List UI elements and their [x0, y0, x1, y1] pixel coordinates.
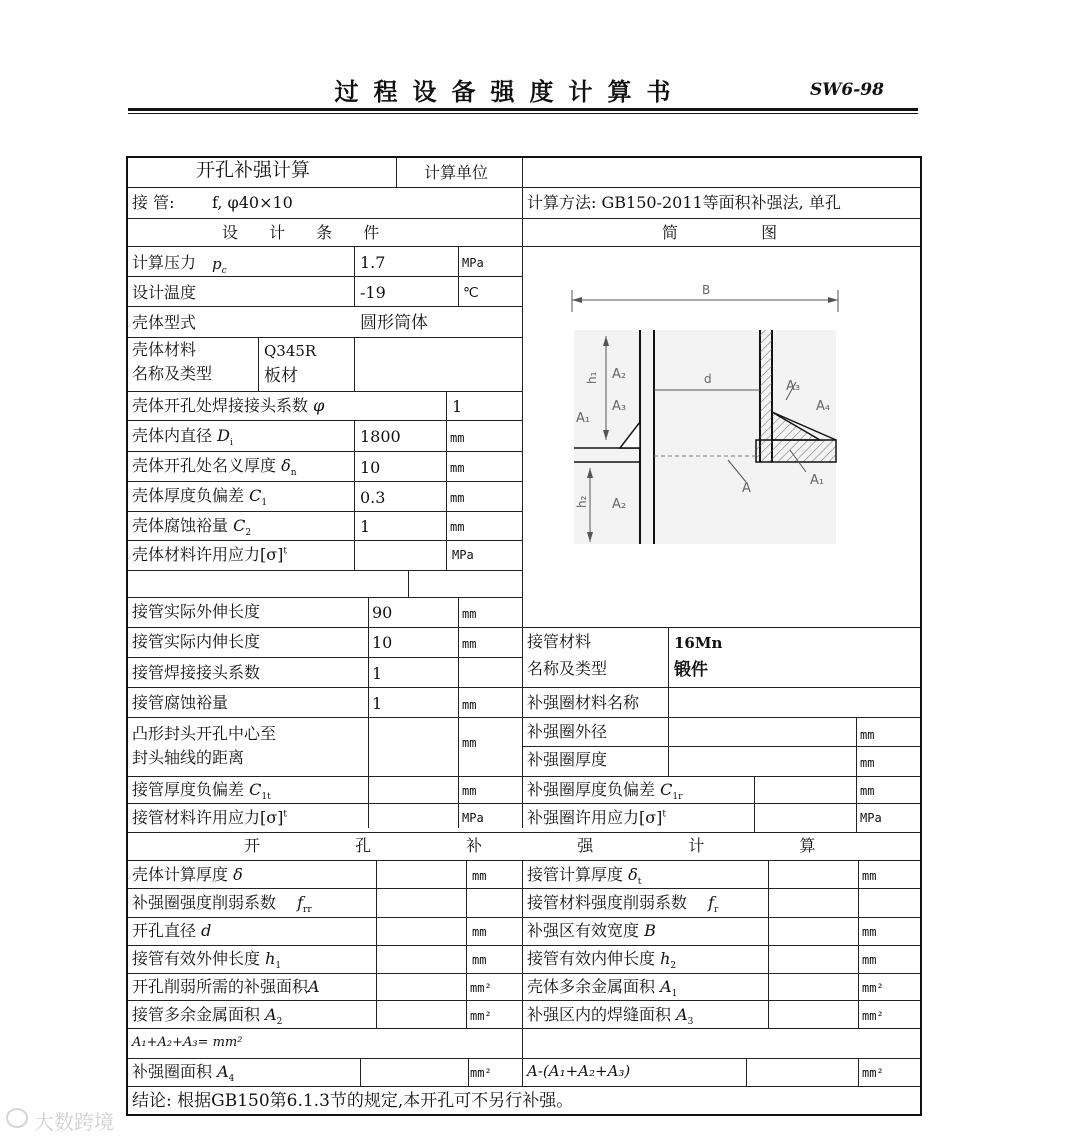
label-a4: A₄ [816, 399, 831, 414]
nozzle-stress-label: 接管材料许用应力$[\sigma]^t$ [132, 808, 288, 827]
design-temp-label: 设计温度 [132, 283, 197, 302]
calc-row-5-left: 接管多余金属面积 $A_2$ [132, 1005, 283, 1028]
area-sum-row: A₁+A₂+A₃= mm² [132, 1035, 243, 1050]
calc-row-3-left: 接管有效外伸长度 $h_1$ [132, 949, 282, 972]
calc-row-3-right-unit: mm [862, 953, 877, 967]
calc-row-2-right-unit: mm [862, 925, 877, 939]
nozzle-stress-unit: MPa [462, 811, 484, 825]
calc-row-4-left-unit: mm² [470, 981, 492, 995]
section-title: 开孔补强计算 [196, 159, 311, 181]
nozzle-material-value: 16Mn [674, 634, 723, 652]
calc-row-4-right: 壳体多余金属面积 $A_1$ [527, 977, 678, 1000]
nozzle-ext-label: 接管实际外伸长度 [132, 602, 261, 621]
calc-row-5-right: 补强区内的焊缝面积 $A_3$ [527, 1005, 694, 1028]
pad-thk-label: 补强圈厚度 [527, 750, 608, 769]
shell-c1-label: 壳体厚度负偏差 $C_1$ [132, 486, 268, 509]
label-a2-bottom: A₂ [612, 497, 627, 512]
document-code: SW6-98 [810, 80, 884, 100]
shell-stress-label: 壳体材料许用应力$[\sigma]^t$ [132, 545, 288, 564]
shell-c1-unit: mm [450, 491, 465, 505]
shell-stress-unit: MPa [452, 548, 474, 562]
pad-od-label: 补强圈外径 [527, 722, 608, 741]
reinforcement-sketch [560, 272, 850, 572]
label-a2-top: A₂ [612, 367, 627, 382]
unit-label: 计算单位 [424, 163, 489, 182]
calc-row-0-right: 接管计算厚度 $\delta_t$ [527, 865, 642, 888]
watermark-icon [6, 1108, 28, 1128]
shell-c2-unit: mm [450, 520, 465, 534]
nozzle-material-label-1: 接管材料 [527, 632, 592, 651]
calc-header: 开 孔 补 强 计 算 [244, 836, 816, 855]
nozzle-joint-value: 1 [372, 664, 383, 683]
nozzle-label: 接 管: [132, 193, 175, 212]
pad-area-unit: mm² [470, 1066, 492, 1080]
nozzle-joint-label: 接管焊接接头系数 [132, 663, 261, 682]
shell-type-value: 圆形筒体 [360, 313, 428, 333]
calc-row-1-left: 补强圈强度削弱系数 $f_{rr}$ [132, 893, 312, 916]
pad-od-unit: mm [860, 728, 875, 742]
nozzle-ext-value: 90 [372, 603, 393, 622]
label-a3-right: A₃ [786, 379, 801, 394]
document-title: 过程设备强度计算书 [334, 77, 686, 106]
header-rule-thin [128, 113, 918, 114]
design-temp-value: -19 [360, 283, 386, 302]
shell-joint-label: 壳体开孔处焊接接头系数 φ [132, 396, 325, 415]
head-distance-label-2: 封头轴线的距离 [132, 748, 245, 767]
calc-row-3-right: 接管有效内伸长度 $h_2$ [527, 949, 677, 972]
pad-stress-unit: MPa [860, 811, 882, 825]
nozzle-corr-value: 1 [372, 694, 383, 713]
pad-thk-unit: mm [860, 756, 875, 770]
nozzle-value: f, φ40×10 [212, 193, 293, 212]
shell-thk-value: 10 [360, 458, 381, 477]
nozzle-ext-unit: mm [462, 607, 477, 621]
calc-row-2-left: 开孔直径 d [132, 921, 212, 940]
nozzle-int-unit: mm [462, 637, 477, 651]
calc-pressure-label: 计算压力 [132, 253, 197, 272]
label-a3-left: A₃ [612, 399, 627, 414]
header-rule-thick [128, 108, 918, 111]
nozzle-material-type: 锻件 [674, 660, 708, 680]
calc-row-5-left-unit: mm² [470, 1009, 492, 1023]
shell-c1-value: 0.3 [360, 488, 386, 507]
head-distance-unit: mm [462, 736, 477, 750]
label-h2: h₂ [575, 495, 589, 508]
calc-pressure-unit: MPa [462, 256, 484, 270]
calc-row-2-right: 补强区有效宽度 B [527, 921, 656, 940]
label-a: A [742, 481, 751, 496]
nozzle-material-label-2: 名称及类型 [527, 659, 608, 678]
shell-type-label: 壳体型式 [132, 313, 197, 332]
area-diff-unit: mm² [862, 1066, 884, 1080]
nozzle-c1t-label: 接管厚度负偏差 $C_{1t}$ [132, 780, 271, 803]
shell-joint-value: 1 [452, 397, 463, 416]
calc-row-0-left: 壳体计算厚度 δ [132, 865, 243, 884]
nozzle-corr-label: 接管腐蚀裕量 [132, 693, 229, 712]
shell-id-value: 1800 [360, 427, 401, 446]
label-d: d [704, 372, 712, 386]
calc-row-1-right: 接管材料强度削弱系数 $f_r$ [527, 893, 719, 916]
calc-row-4-right-unit: mm² [862, 981, 884, 995]
label-b: B [702, 283, 711, 297]
shell-c2-value: 1 [360, 517, 371, 536]
sketch-header: 简 图 [662, 223, 778, 242]
label-a1-left: A₁ [576, 411, 591, 426]
nozzle-c1t-unit: mm [462, 784, 477, 798]
nozzle-corr-unit: mm [462, 698, 477, 712]
pad-material-label: 补强圈材料名称 [527, 693, 640, 712]
shell-material-value: Q345R [264, 342, 317, 360]
method-text: 计算方法: GB150-2011等面积补强法, 单孔 [527, 193, 841, 212]
calc-row-4-left: 开孔削弱所需的补强面积A [132, 977, 320, 996]
calc-row-3-left-unit: mm [472, 953, 487, 967]
label-h1: h₁ [585, 371, 599, 384]
shell-id-unit: mm [450, 431, 465, 445]
calc-pressure-value: 1.7 [360, 253, 386, 272]
pad-area-label: 补强圈面积 $A_4$ [132, 1062, 235, 1085]
design-temp-unit: ℃ [463, 285, 479, 301]
calc-row-0-right-unit: mm [862, 869, 877, 883]
design-conditions-header: 设 计 条 件 [222, 223, 380, 242]
pad-c1r-unit: mm [860, 784, 875, 798]
watermark-text: 大数跨境 [34, 1110, 114, 1134]
calc-row-0-left-unit: mm [472, 869, 487, 883]
calc-row-2-left-unit: mm [472, 925, 487, 939]
shell-thk-label: 壳体开孔处名义厚度 $\delta_n$ [132, 456, 297, 479]
calc-pressure-sym: $p_c$ [212, 255, 227, 276]
nozzle-int-value: 10 [372, 633, 393, 652]
shell-thk-unit: mm [450, 461, 465, 475]
head-distance-label-1: 凸形封头开孔中心至 [132, 724, 277, 743]
calc-row-5-right-unit: mm² [862, 1009, 884, 1023]
shell-material-label-1: 壳体材料 [132, 340, 197, 359]
shell-material-type: 板材 [264, 366, 298, 386]
nozzle-int-label: 接管实际内伸长度 [132, 632, 261, 651]
label-a1-right: A₁ [810, 473, 825, 488]
area-diff-label: A-(A₁+A₂+A₃) [527, 1062, 631, 1080]
conclusion-text: 结论: 根据GB150第6.1.3节的规定,本开孔可不另行补强。 [132, 1091, 574, 1111]
shell-material-label-2: 名称及类型 [132, 364, 213, 383]
pad-c1r-label: 补强圈厚度负偏差 $C_{1r}$ [527, 780, 683, 803]
shell-id-label: 壳体内直径 $D_i$ [132, 426, 233, 449]
pad-stress-label: 补强圈许用应力$[\sigma]^t$ [527, 808, 667, 827]
shell-c2-label: 壳体腐蚀裕量 $C_2$ [132, 516, 252, 539]
